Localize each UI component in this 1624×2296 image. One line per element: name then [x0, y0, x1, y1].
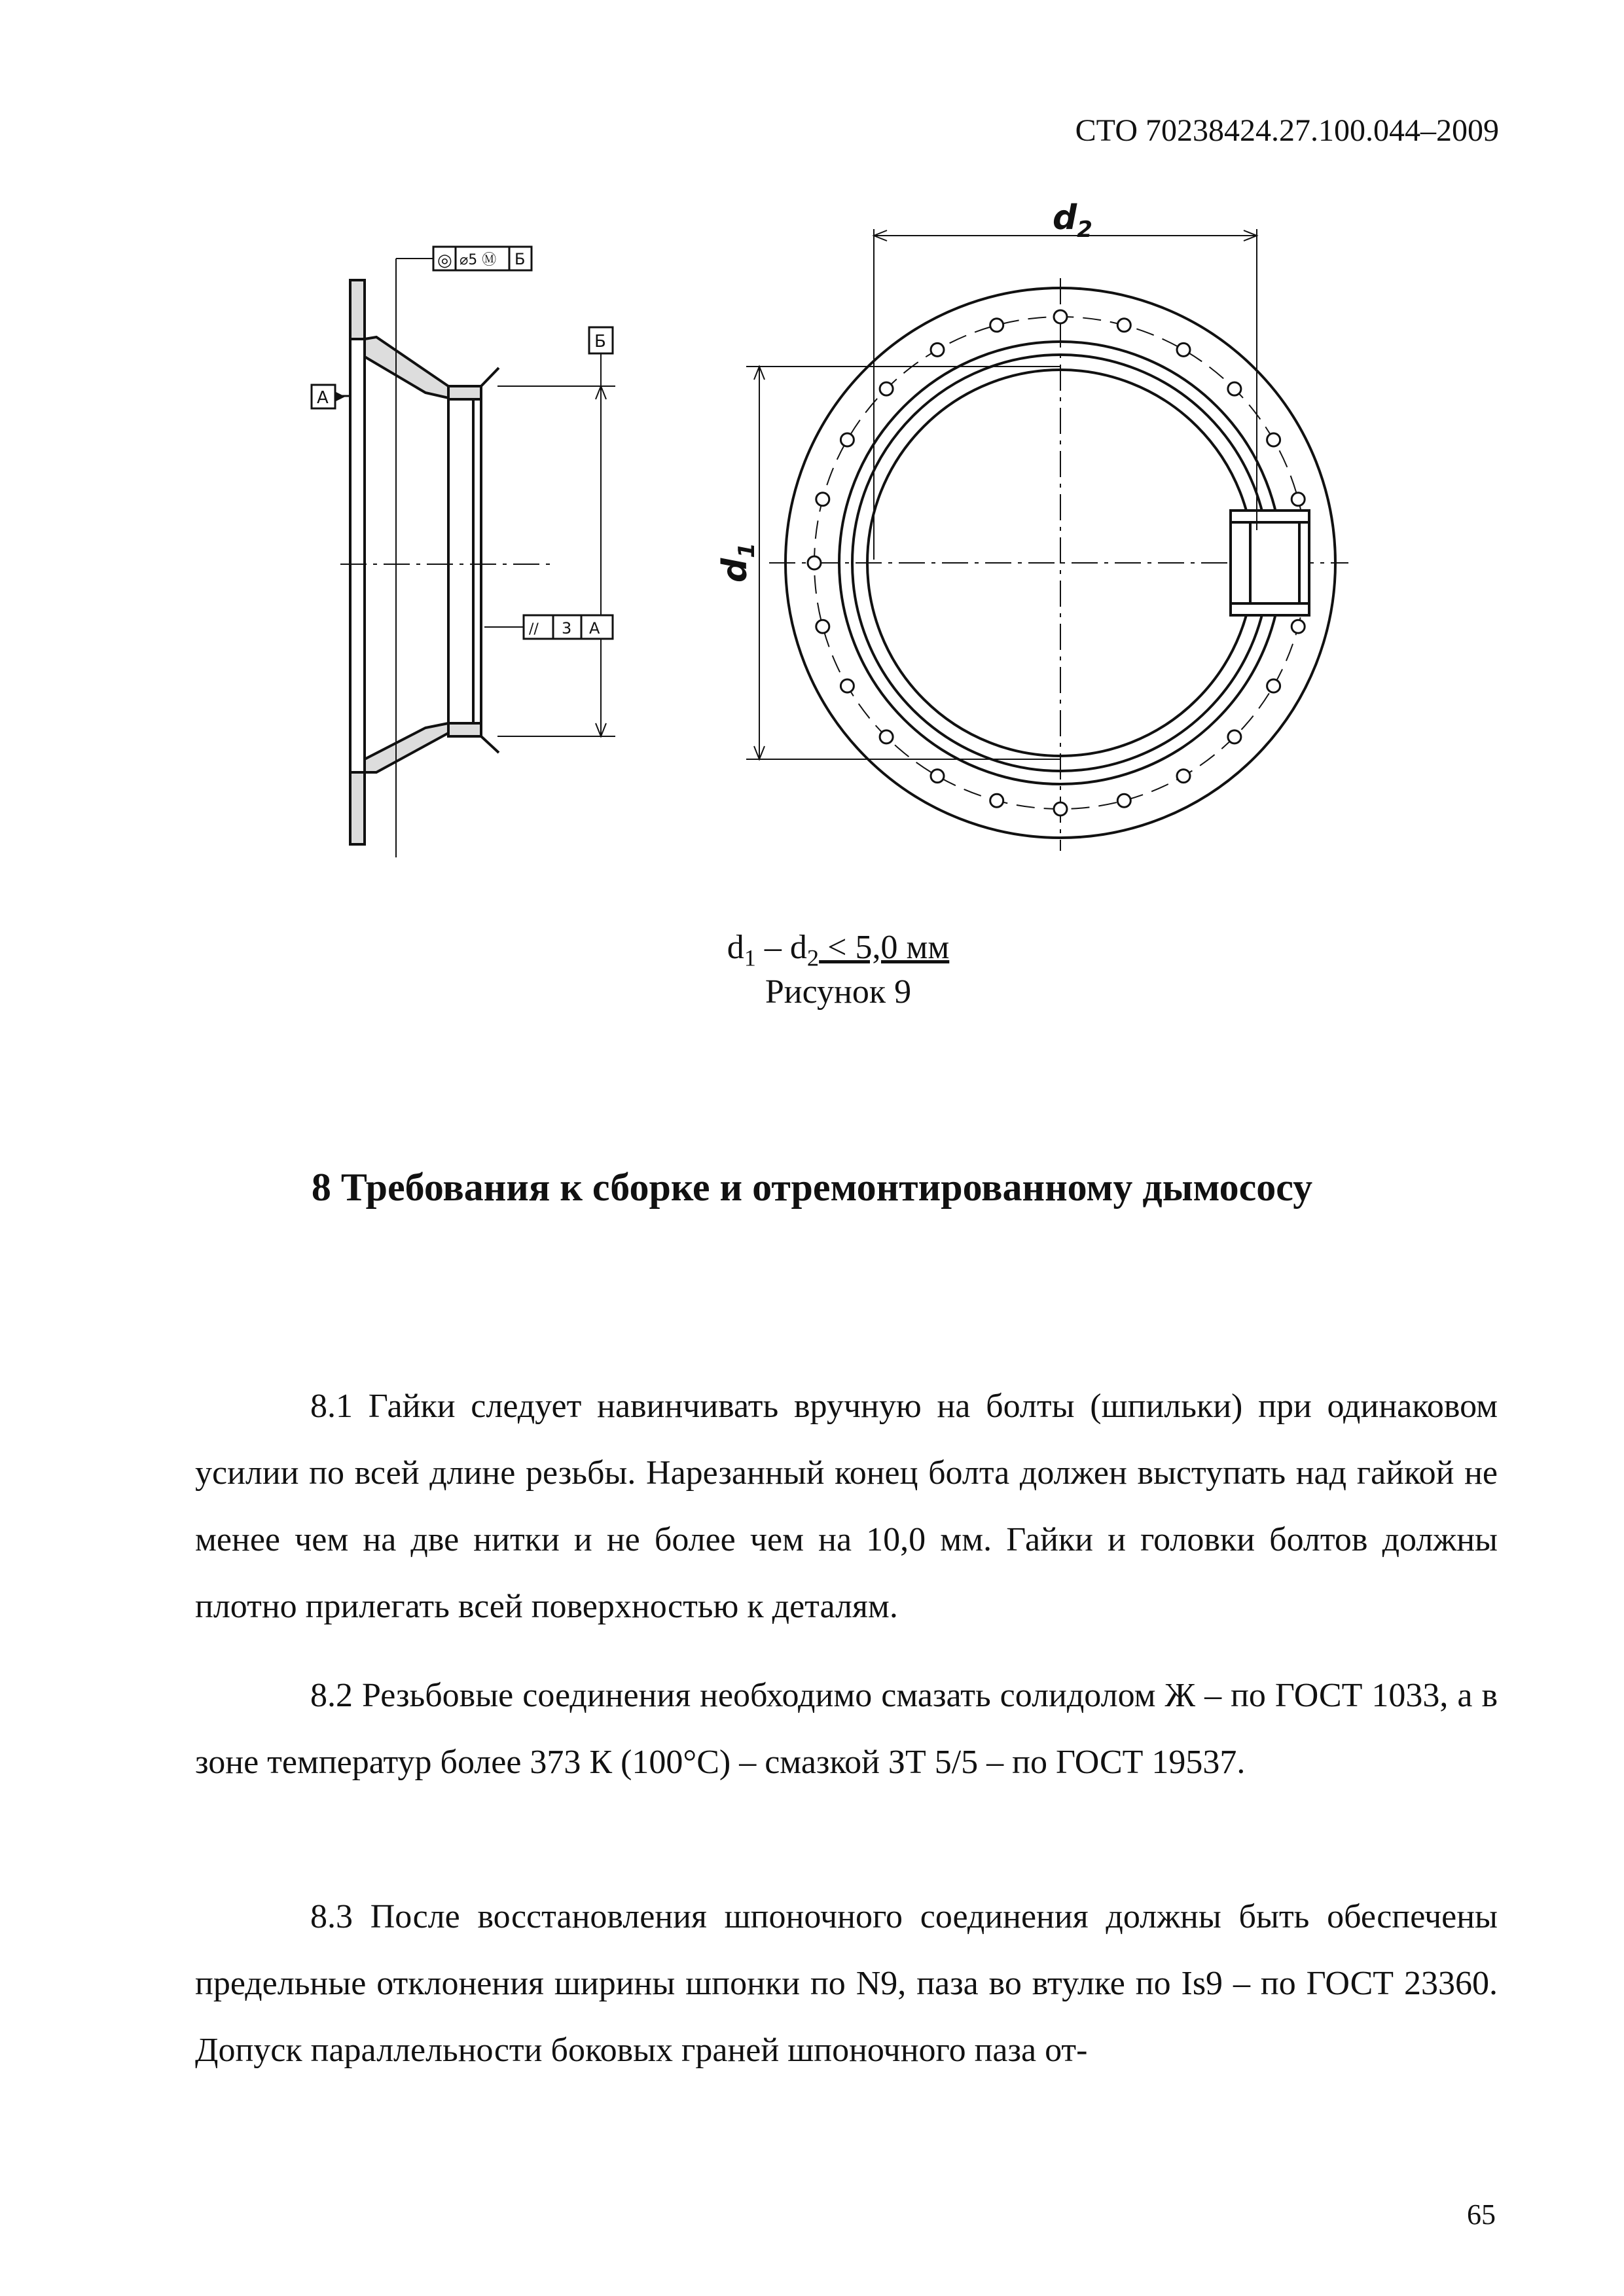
bolt-hole	[1117, 319, 1130, 332]
throat-top	[448, 386, 481, 399]
section-title: 8 Требования к сборке и отремонтированному дымососу	[311, 1166, 1313, 1209]
paragraph-8-1: 8.1 Гайки следует навинчивать вручную на болты (шпильки) при одинаковом усилии по всей длине резьбы. Нарезанный конец болта должен выступать над гайкой не менее чем на две нитки и не более чем на 10,0 мм. Гайки и головки болтов должны плотно прилегать всей поверхностью к деталям.	[195, 1388, 1498, 1625]
bolt-hole	[816, 620, 829, 633]
tolerance-value-mid: 3	[562, 619, 572, 637]
document-code: СТО 70238424.27.100.044–2009	[1075, 113, 1499, 148]
bolt-hole	[990, 319, 1003, 332]
slot-insert	[1231, 511, 1309, 615]
throat-bottom	[448, 723, 481, 736]
tolerance-datum-top: Б	[514, 250, 526, 268]
cone-bottom	[365, 723, 448, 772]
bolt-hole	[1228, 382, 1241, 395]
bolt-hole	[1177, 343, 1190, 356]
datum-label-a: А	[317, 388, 329, 408]
figure-formula: $d_1 - d_2 < 5,0$ мм	[727, 929, 950, 971]
bolt-hole	[1054, 310, 1067, 323]
bolt-hole	[1267, 679, 1280, 692]
bolt-hole	[931, 770, 944, 783]
bolt-hole	[1054, 802, 1067, 816]
paragraph-8-2: 8.2 Резьбовые соединения необходимо смазать солидолом Ж – по ГОСТ 1033, а в зоне температур более 373 К (100°С) – смазкой ЗТ 5/5 – по ГОСТ 19537.	[195, 1677, 1498, 1781]
page-number: 65	[1467, 2198, 1496, 2231]
bolt-hole	[1117, 794, 1130, 807]
datum-label-b: Б	[594, 332, 606, 351]
bolt-hole	[1228, 730, 1241, 744]
dimension-label-d1: $d_1$	[715, 543, 760, 583]
bolt-hole	[816, 493, 829, 506]
tolerance-datum-mid: А	[589, 619, 600, 637]
bolt-hole	[990, 794, 1003, 807]
bolt-hole	[840, 433, 854, 446]
cone-top	[365, 337, 448, 398]
bolt-hole	[880, 730, 893, 744]
tolerance-value-top: ⌀5 Ⓜ	[460, 252, 497, 268]
bolt-hole	[840, 679, 854, 692]
technical-drawing	[288, 196, 1401, 916]
bolt-hole	[880, 382, 893, 395]
tolerance-symbol-parallel: //	[529, 621, 539, 637]
bolt-hole	[1177, 770, 1190, 783]
paragraph-8-3: 8.3 После восстановления шпоночного соединения должны быть обеспечены предельные отклонения ширины шпонки по N9, паза во втулке по Is9 – по ГОСТ 23360. Допуск параллельности боковых граней шпоночного паза от-	[195, 1898, 1498, 2069]
figure-caption: Рисунок 9	[765, 973, 912, 1011]
bolt-hole	[1291, 620, 1305, 633]
tolerance-symbol-concentric: ◎	[437, 251, 452, 270]
front-ring-view	[746, 229, 1348, 851]
flange-top	[350, 280, 365, 339]
bolt-hole	[1291, 493, 1305, 506]
flange-bottom	[350, 772, 365, 844]
side-section-view	[340, 259, 615, 857]
dimension-label-d2: $d_2$	[1053, 198, 1092, 243]
bolt-hole	[1267, 433, 1280, 446]
bolt-hole	[808, 556, 821, 569]
bolt-hole	[931, 343, 944, 356]
